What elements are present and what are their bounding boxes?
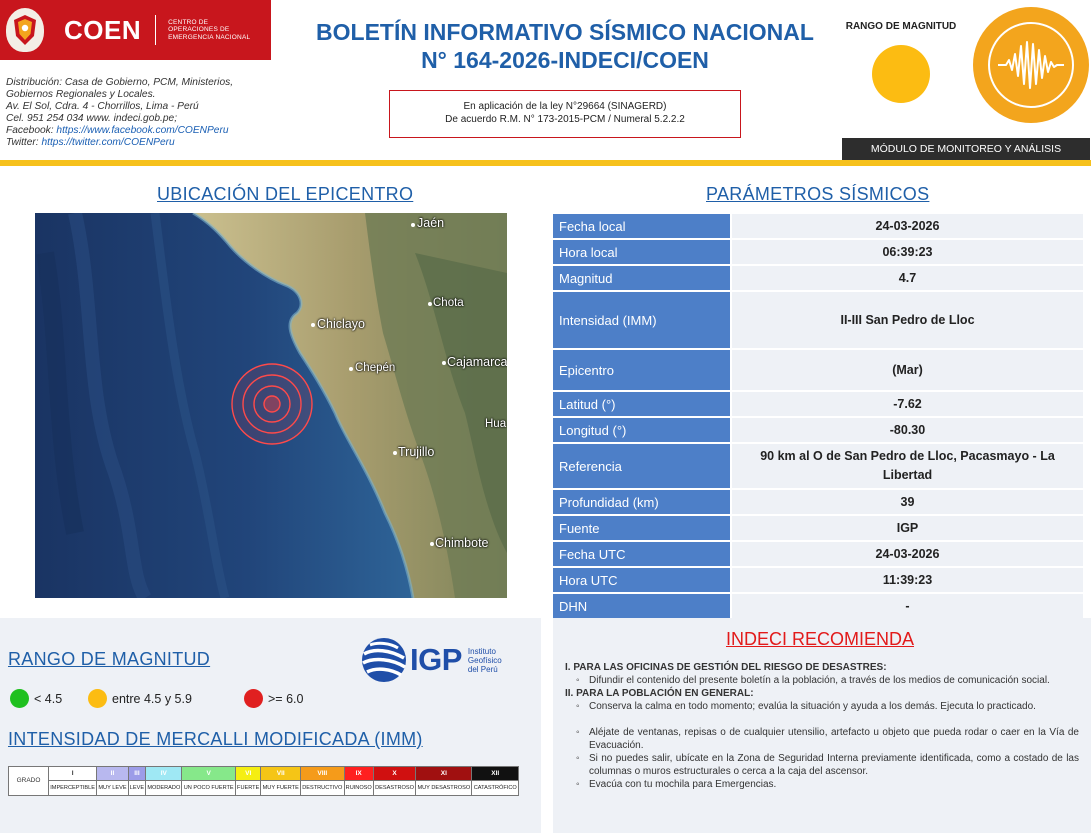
facebook-link[interactable]: https://www.facebook.com/COENPeru [56, 124, 229, 136]
param-label: Intensidad (IMM) [553, 292, 730, 348]
recommendation-section-title: II. PARA LA POBLACIÓN EN GENERAL: [565, 688, 754, 699]
param-row [553, 392, 1083, 416]
imm-level-desc: RUINOSO [344, 781, 373, 796]
param-value: -80.30 [732, 418, 1083, 442]
recommendation-item: ◦ Aléjate de ventanas, repisas o de cualquier utensilio, artefacto u objeto que pueda rodar o caer en la Vía de Evacuación. [565, 727, 1079, 752]
param-value: 11:39:23 [732, 568, 1083, 592]
param-value: 24-03-2026 [732, 542, 1083, 566]
legend-green-dot [10, 689, 29, 708]
distribution-info: Distribución: Casa de Gobierno, PCM, Ministerios, Gobiernos Regionales y Locales. Av. El Sol, Cdra. 4 - Chorrillos, Lima - Perú Cel. 951 254 034 www. indeci.gob.pe; Facebook: https://www.facebook.com/COENPeru Twitter: https://twitter.com/COENPeru [6, 77, 234, 148]
imm-grado-label: GRADO [9, 767, 49, 796]
imm-level-desc: UN POCO FUERTE [182, 781, 235, 796]
param-label: Hora UTC [553, 568, 730, 592]
imm-level: IX [344, 767, 373, 781]
recommendation-item: ◦ Difundir el contenido del presente boletín a la población, a través de los medios de comunicación social. [565, 675, 1079, 688]
imm-level: III [128, 767, 145, 781]
recommendation-item: ◦ Evacúa con tu mochila para Emergencias. [565, 779, 1079, 792]
param-label: Magnitud [553, 266, 730, 290]
param-label: Referencia [553, 444, 730, 488]
igp-text: IGP [410, 642, 462, 677]
recommendation-item: ◦ Si no puedes salir, ubícate en la Zona de Seguridad Interna previamente identificada, como a costado de las columnas o muros estructurales o cerca a la caja del ascensor. [565, 753, 1079, 778]
param-row [553, 568, 1083, 592]
legend-yellow-dot [88, 689, 107, 708]
imm-level: XI [416, 767, 472, 781]
imm-level-desc: FUERTE [235, 781, 261, 796]
param-row [553, 350, 1083, 390]
header-divider [0, 160, 1091, 166]
bulletin-title: BOLETÍN INFORMATIVO SÍSMICO NACIONAL N° 164-2026-INDECI/COEN [316, 19, 814, 73]
param-value: - [732, 594, 1083, 618]
magnitude-range-title: RANGO DE MAGNITUD [8, 649, 211, 669]
legend-mid: entre 4.5 y 5.9 [88, 689, 192, 708]
param-label: Fuente [553, 516, 730, 540]
param-row [553, 490, 1083, 514]
map-city-chepen: Chepén [355, 362, 396, 374]
imm-level-desc: DESASTROSO [373, 781, 415, 796]
twitter-link[interactable]: https://twitter.com/COENPeru [41, 136, 175, 148]
param-row [553, 292, 1083, 348]
param-label: Profundidad (km) [553, 490, 730, 514]
epicenter-map[interactable] [35, 213, 507, 598]
igp-institute: Instituto Geofísico del Perú [467, 646, 502, 674]
imm-level: I [49, 767, 97, 781]
imm-level: VI [235, 767, 261, 781]
param-value: IGP [732, 516, 1083, 540]
imm-level-desc: IMPERCEPTIBLE [49, 781, 97, 796]
param-row [553, 266, 1083, 290]
seismograph-icon [973, 7, 1089, 123]
imm-level-desc: DESTRUCTIVO [301, 781, 345, 796]
logo-name: COEN [64, 14, 142, 45]
param-label: Epicentro [553, 350, 730, 390]
imm-level: VIII [301, 767, 345, 781]
module-bar: MÓDULO DE MONITOREO Y ANÁLISIS [842, 138, 1090, 160]
imm-title: INTENSIDAD DE MERCALLI MODIFICADA (IMM) [8, 729, 423, 749]
param-row [553, 240, 1083, 264]
imm-scale-table [8, 766, 519, 796]
logo-subtitle: CENTRO DE OPERACIONES DE EMERGENCIA NACIONAL [168, 18, 251, 41]
param-value: 39 [732, 490, 1083, 514]
param-row [553, 444, 1083, 488]
imm-level: XII [472, 767, 519, 781]
igp-globe-icon [360, 636, 408, 684]
param-row [553, 214, 1083, 238]
imm-level-desc: MUY DESASTROSO [416, 781, 472, 796]
map-city-chota: Chota [433, 297, 464, 309]
param-label: Longitud (°) [553, 418, 730, 442]
map-city-jaen: Jaén [417, 216, 445, 230]
map-city-trujillo: Trujillo [398, 445, 435, 459]
param-label: Latitud (°) [553, 392, 730, 416]
coen-shield-icon [6, 8, 44, 52]
imm-level: V [182, 767, 235, 781]
legend-low: < 4.5 [10, 689, 62, 708]
params-table [553, 214, 1083, 620]
param-row [553, 594, 1083, 618]
param-label: Hora local [553, 240, 730, 264]
param-value: II-III San Pedro de Lloc [732, 292, 1083, 348]
imm-level-desc: CATASTRÓFICO [472, 781, 519, 796]
imm-level-desc: MODERADO [146, 781, 182, 796]
imm-level-desc: LEVE [128, 781, 145, 796]
param-value: 06:39:23 [732, 240, 1083, 264]
epicenter-title: UBICACIÓN DEL EPICENTRO [157, 184, 414, 204]
param-label: Fecha UTC [553, 542, 730, 566]
map-city-hua: Hua [485, 418, 507, 430]
map-city-cajamarca: Cajamarca [447, 355, 507, 369]
legend-high: >= 6.0 [244, 689, 303, 708]
imm-level: VII [261, 767, 301, 781]
imm-level: II [97, 767, 128, 781]
magnitude-range-dot [872, 45, 930, 103]
coen-logo [0, 0, 271, 60]
param-label: DHN [553, 594, 730, 618]
imm-level-desc: MUY FUERTE [261, 781, 301, 796]
param-label: Fecha local [553, 214, 730, 238]
map-city-chimbote: Chimbote [435, 536, 489, 550]
param-value: 90 km al O de San Pedro de Lloc, Pacasmayo - La Libertad [732, 444, 1083, 488]
param-value: 24-03-2026 [732, 214, 1083, 238]
param-value: -7.62 [732, 392, 1083, 416]
param-row [553, 418, 1083, 442]
imm-level-desc: MUY LEVE [97, 781, 128, 796]
recommendation-item: ◦ Conserva la calma en todo momento; evalúa la situación y ayuda a los demás. Ejecuta lo practicado. [565, 701, 1079, 714]
param-value: (Mar) [732, 350, 1083, 390]
law-reference-box: En aplicación de la ley N°29664 (SINAGERD) De acuerdo R.M. N° 173-2015-PCM / Numeral 5.2.2.2 [389, 90, 741, 138]
param-row [553, 542, 1083, 566]
recommendation-section-title: I. PARA LAS OFICINAS DE GESTIÓN DEL RIESGO DE DESASTRES: [565, 662, 887, 673]
param-row [553, 516, 1083, 540]
range-label: RANGO DE MAGNITUD [845, 21, 957, 32]
igp-logo [360, 635, 530, 685]
params-title: PARÁMETROS SÍSMICOS [706, 184, 930, 204]
legend-red-dot [244, 689, 263, 708]
map-city-chiclayo: Chiclayo [317, 317, 365, 331]
recommendations-list [565, 661, 1079, 793]
imm-level: X [373, 767, 415, 781]
recommendations-title: INDECI RECOMIENDA [726, 629, 915, 649]
param-value: 4.7 [732, 266, 1083, 290]
imm-level: IV [146, 767, 182, 781]
